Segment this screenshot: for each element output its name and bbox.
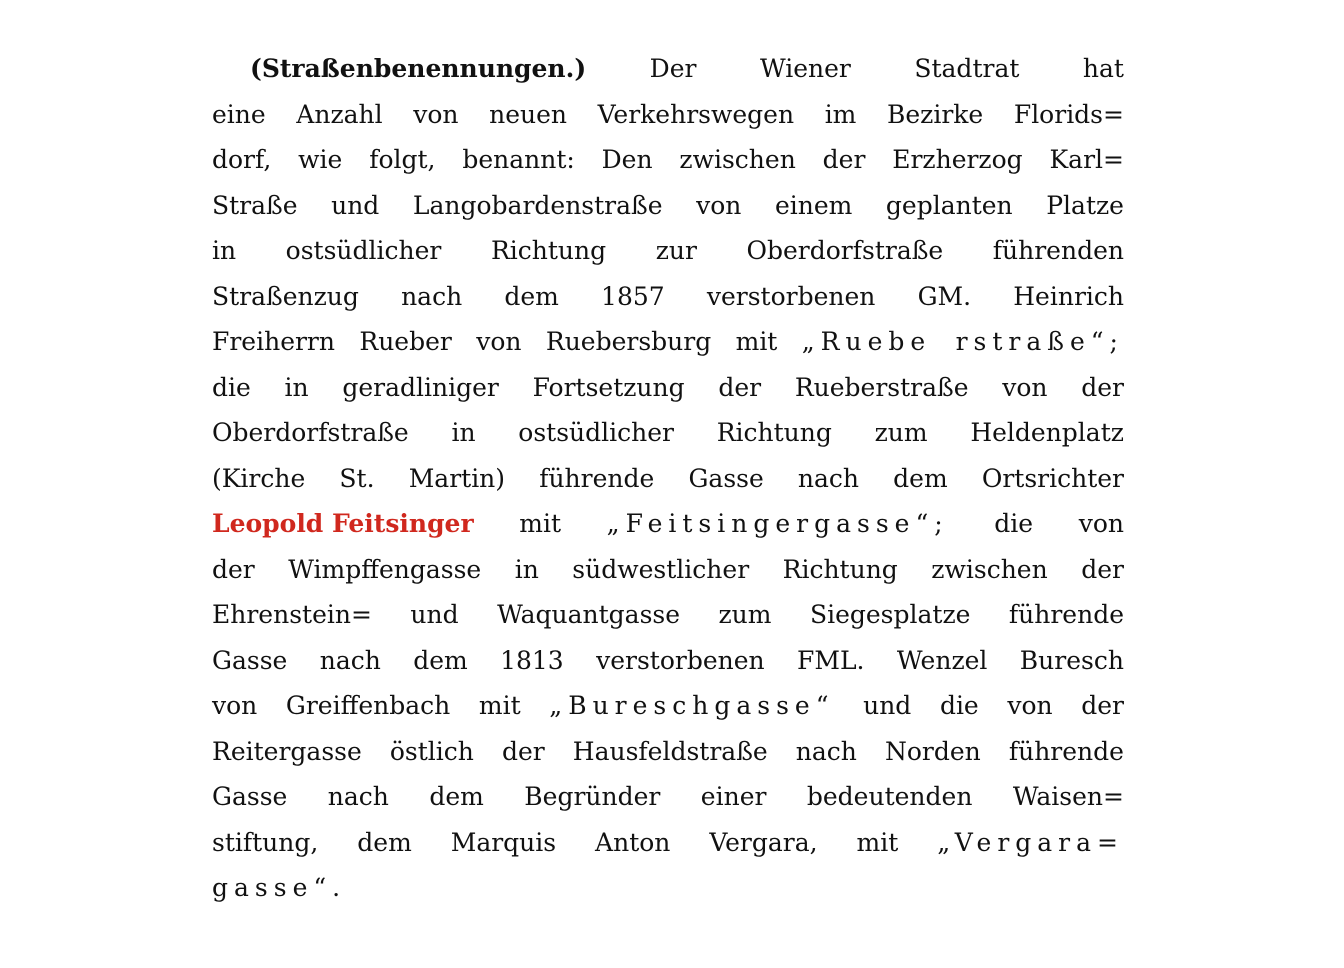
word: Oberdorfstraße	[746, 236, 944, 265]
word: Freiherrn	[212, 327, 335, 356]
text-line	[212, 501, 1124, 547]
word: dem	[504, 281, 559, 311]
word: Heldenplatz	[970, 418, 1124, 447]
word: im	[824, 99, 857, 129]
word: 1857	[601, 281, 665, 311]
word: Verkehrswegen	[597, 99, 795, 129]
word: Florids=	[1013, 99, 1124, 129]
word: südwestlicher	[572, 554, 750, 584]
word: Ruebersburg	[545, 327, 712, 356]
word: der	[1081, 691, 1124, 720]
text-line	[212, 137, 1124, 183]
word: die	[212, 372, 251, 402]
word: mit	[478, 691, 521, 720]
text-line	[212, 865, 1124, 911]
word: die	[994, 509, 1034, 538]
word: verstorbenen	[596, 645, 765, 675]
word: führenden	[992, 236, 1124, 265]
word: neuen	[489, 99, 568, 129]
text-line	[212, 820, 1124, 866]
word: nach	[795, 736, 857, 766]
word: FML.	[797, 645, 865, 675]
word: östlich	[389, 736, 474, 766]
word: dem	[429, 782, 484, 811]
word: zwischen	[931, 554, 1048, 584]
word: nach	[327, 782, 389, 811]
word: Den	[601, 145, 653, 174]
word: von	[1002, 372, 1048, 402]
word: Buresch	[1019, 645, 1124, 675]
word: nach	[319, 645, 381, 675]
word: Hausfeldstraße	[572, 736, 768, 766]
word: GM.	[917, 281, 972, 311]
word: zum	[718, 600, 772, 629]
word: Wimpffengasse	[288, 554, 482, 584]
word: Vergara,	[709, 827, 818, 857]
word: Norden	[884, 736, 981, 766]
word: von	[413, 99, 459, 129]
word: Waisen=	[1012, 782, 1124, 811]
word: Siegesplatze	[809, 600, 971, 629]
word: verstorbenen	[706, 281, 876, 311]
word: Anton	[595, 827, 671, 857]
text-line	[212, 683, 1124, 729]
word: Begründer	[524, 782, 661, 811]
word: Oberdorfstraße	[212, 418, 409, 447]
word: ostsüdlicher	[518, 418, 674, 447]
word: der	[1081, 554, 1124, 584]
word: der	[718, 372, 762, 402]
word: mit	[856, 827, 899, 857]
word: wie	[298, 145, 343, 174]
word: mit	[519, 509, 562, 538]
text-line	[212, 547, 1124, 593]
word: Straße	[212, 190, 298, 220]
word: von	[212, 691, 258, 720]
word: benannt:	[462, 145, 575, 174]
word: in	[284, 372, 309, 402]
word: der	[822, 145, 866, 174]
word: in	[451, 418, 476, 447]
highlighted-name: Leopold Feitsinger	[212, 509, 474, 538]
text-line	[212, 592, 1124, 638]
word: Langobardenstraße	[412, 190, 663, 220]
word: in	[514, 554, 539, 584]
word: Greiffenbach	[285, 691, 451, 720]
word: der	[1081, 372, 1124, 402]
street-name: „Ruebe	[801, 327, 932, 356]
word: Bezirke	[887, 99, 984, 129]
word: nach	[797, 463, 860, 493]
word: Wiener	[759, 54, 851, 83]
word: eine	[212, 99, 266, 129]
word: bedeutenden	[806, 782, 973, 811]
word: und	[863, 691, 912, 720]
text-line	[212, 92, 1124, 138]
word: in	[212, 236, 237, 265]
word: führende	[1008, 600, 1124, 629]
word: Heinrich	[1013, 281, 1124, 311]
street-name: „Vergara=	[937, 827, 1124, 857]
text-line	[212, 365, 1124, 411]
word: Rueber	[359, 327, 452, 356]
word: mit	[735, 327, 778, 356]
word: führende	[539, 463, 655, 493]
street-name: rstraße“;	[955, 327, 1124, 356]
word: Ehrenstein=	[212, 600, 372, 629]
word: Anzahl	[296, 99, 383, 129]
word: Gasse	[688, 463, 764, 493]
word: Stadtrat	[914, 54, 1020, 83]
article-text	[212, 46, 1124, 911]
word: und	[331, 190, 380, 220]
word: von	[1078, 509, 1124, 538]
word: zur	[655, 236, 697, 265]
text-line	[212, 774, 1124, 820]
word: der	[212, 554, 255, 584]
word: einer	[700, 782, 767, 811]
word: Karl=	[1049, 145, 1124, 174]
word: St.	[339, 463, 375, 493]
word: Gasse	[212, 645, 288, 675]
street-name: „Bureschgasse“	[549, 691, 835, 720]
word: Platze	[1046, 190, 1124, 220]
text-line	[212, 183, 1124, 229]
word: folgt,	[369, 145, 436, 174]
word: Der	[649, 54, 697, 83]
street-name: „Feitsingergasse“;	[606, 509, 949, 538]
word: Erzherzog	[892, 145, 1023, 174]
word: Waquantgasse	[497, 600, 681, 629]
word: führende	[1008, 736, 1124, 766]
section-heading: (Straßenbenennungen.)	[250, 54, 587, 83]
word: Richtung	[716, 418, 832, 447]
word: von	[1007, 691, 1053, 720]
word: einem	[774, 190, 853, 220]
word: Martin)	[408, 463, 506, 493]
word: Gasse	[212, 782, 288, 811]
word: Wenzel	[896, 645, 988, 675]
word: Richtung	[490, 236, 607, 265]
word: (Kirche	[212, 463, 306, 493]
text-line	[212, 456, 1124, 502]
word: von	[476, 327, 522, 356]
word: Rueberstraße	[794, 372, 969, 402]
word: stiftung,	[212, 827, 319, 857]
text-line	[212, 274, 1124, 320]
street-name: gasse“.	[212, 873, 347, 902]
text-line	[212, 319, 1124, 365]
text-line	[212, 638, 1124, 684]
text-line	[212, 228, 1124, 274]
word: dem	[893, 463, 948, 493]
word: 1813	[500, 645, 564, 675]
word: Fortsetzung	[532, 372, 685, 402]
word: Straßenzug	[212, 281, 359, 311]
word: von	[696, 190, 742, 220]
word: Richtung	[782, 554, 898, 584]
word: Reitergasse	[212, 736, 362, 766]
word: die	[939, 691, 979, 720]
text-line	[212, 729, 1124, 775]
word: dorf,	[212, 145, 272, 174]
word: nach	[401, 281, 463, 311]
text-line	[212, 410, 1124, 456]
word: der	[501, 736, 545, 766]
word: und	[410, 600, 459, 629]
word: zum	[874, 418, 928, 447]
word: dem	[357, 827, 412, 857]
word: Ortsrichter	[981, 463, 1124, 493]
word: dem	[413, 645, 468, 675]
word: Marquis	[450, 827, 557, 857]
word: zwischen	[679, 145, 796, 174]
word: hat	[1082, 54, 1124, 83]
text-line	[212, 46, 1124, 92]
word: geradliniger	[342, 372, 499, 402]
word: geplanten	[885, 190, 1013, 220]
word: ostsüdlicher	[285, 236, 442, 265]
